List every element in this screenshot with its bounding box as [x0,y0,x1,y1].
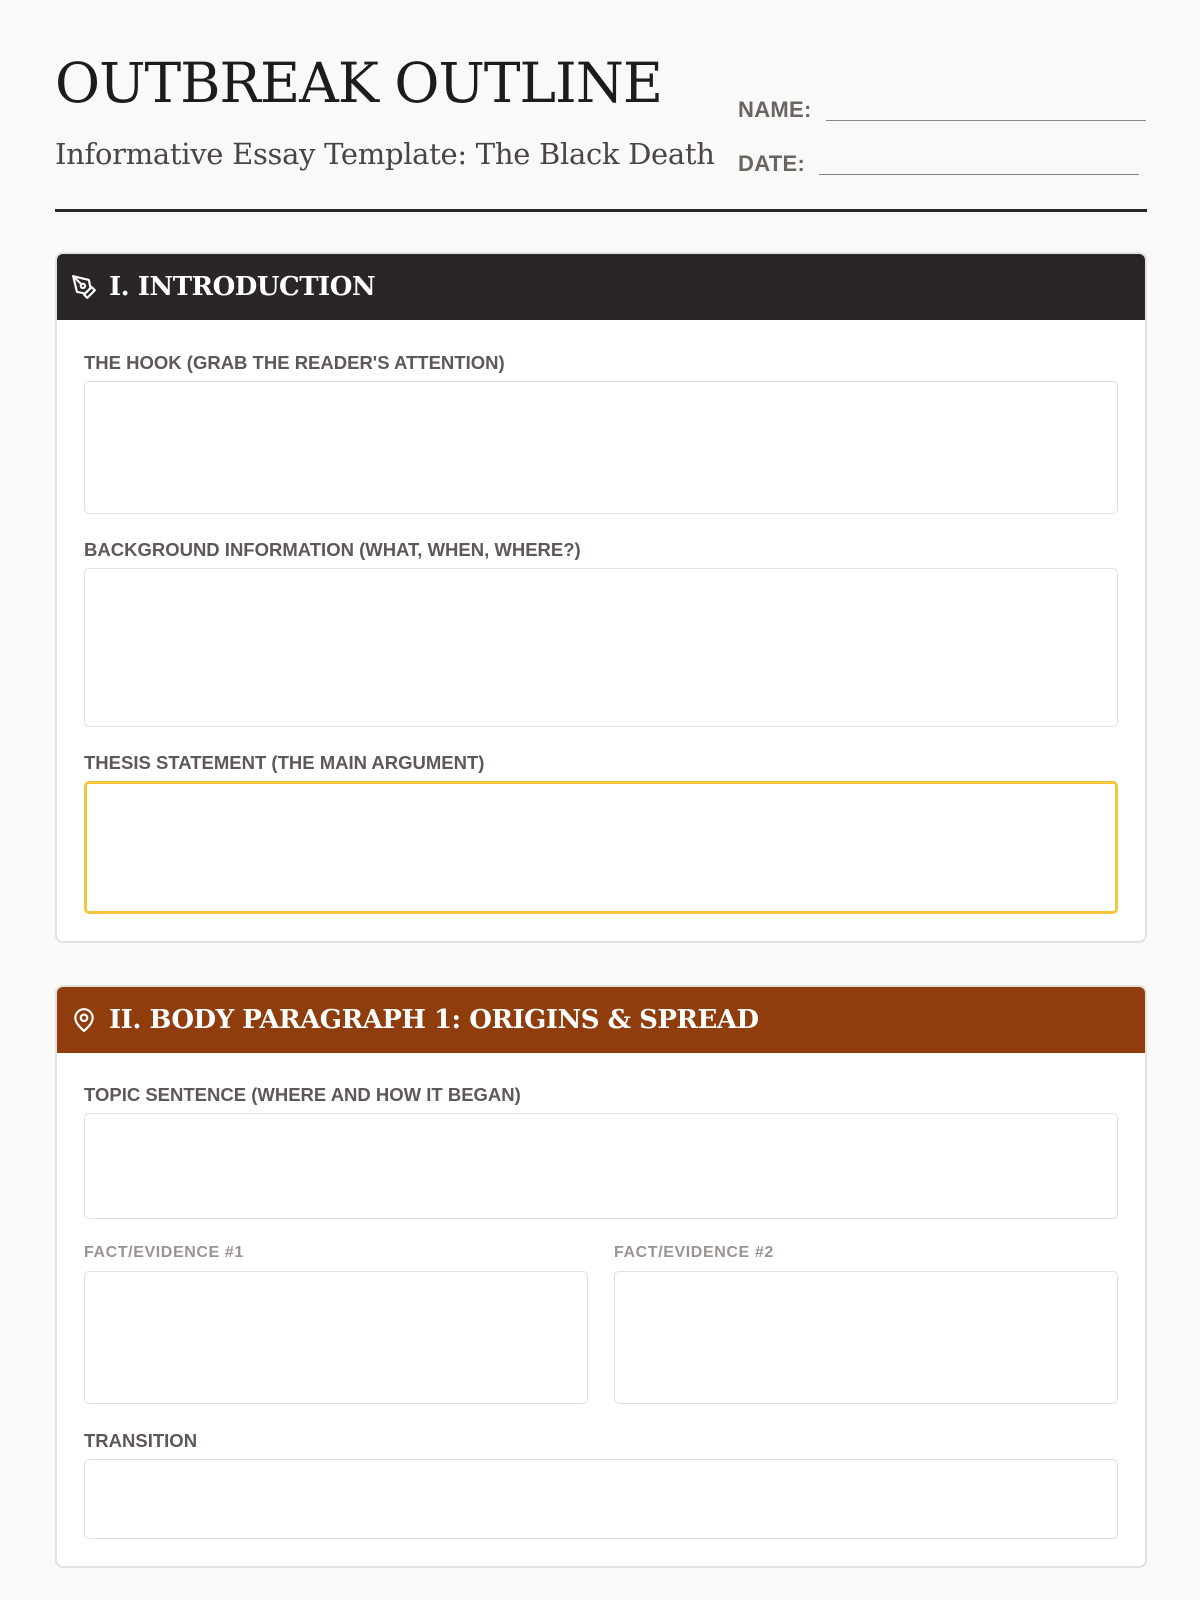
transition-input[interactable] [84,1459,1118,1539]
section-introduction [55,252,1147,943]
name-row [738,94,1146,121]
topic-sentence-label: TOPIC SENTENCE (WHERE AND HOW IT BEGAN) [84,1084,521,1105]
thesis-label: THESIS STATEMENT (THE MAIN ARGUMENT) [84,752,485,773]
topic-sentence-input[interactable] [84,1113,1118,1219]
date-label: DATE: [738,151,806,176]
page-subtitle: Informative Essay Template: The Black Death [55,137,715,171]
section-body-paragraph-1-header [57,987,1145,1053]
transition-label: TRANSITION [84,1430,198,1451]
fact-evidence-2-label: FACT/EVIDENCE #2 [614,1244,774,1261]
section-introduction-title: I. INTRODUCTION [109,272,376,302]
worksheet-header [55,0,1147,212]
hook-input[interactable] [84,381,1118,514]
worksheet-page [55,0,1147,1451]
date-field[interactable] [819,148,1139,175]
page-title: OUTBREAK OUTLINE [55,51,663,115]
thesis-input[interactable] [84,781,1118,914]
background-label: BACKGROUND INFORMATION (WHAT, WHEN, WHERE?) [84,539,581,560]
fact-evidence-1-input[interactable] [84,1271,588,1404]
section-introduction-header [57,254,1145,320]
pen-nib-icon [71,274,97,300]
fact-evidence-2-input[interactable] [614,1271,1118,1404]
hook-label: THE HOOK (GRAB THE READER'S ATTENTION) [84,352,505,373]
date-row [738,148,1139,175]
map-pin-icon [71,1007,97,1033]
fact-evidence-1-label: FACT/EVIDENCE #1 [84,1244,244,1261]
section-body-paragraph-1-title: II. BODY PARAGRAPH 1: ORIGINS & SPREAD [109,1005,759,1035]
name-field[interactable] [826,94,1146,121]
section-body-paragraph-1 [55,985,1147,1568]
background-input[interactable] [84,568,1118,727]
name-label: NAME: [738,97,812,122]
